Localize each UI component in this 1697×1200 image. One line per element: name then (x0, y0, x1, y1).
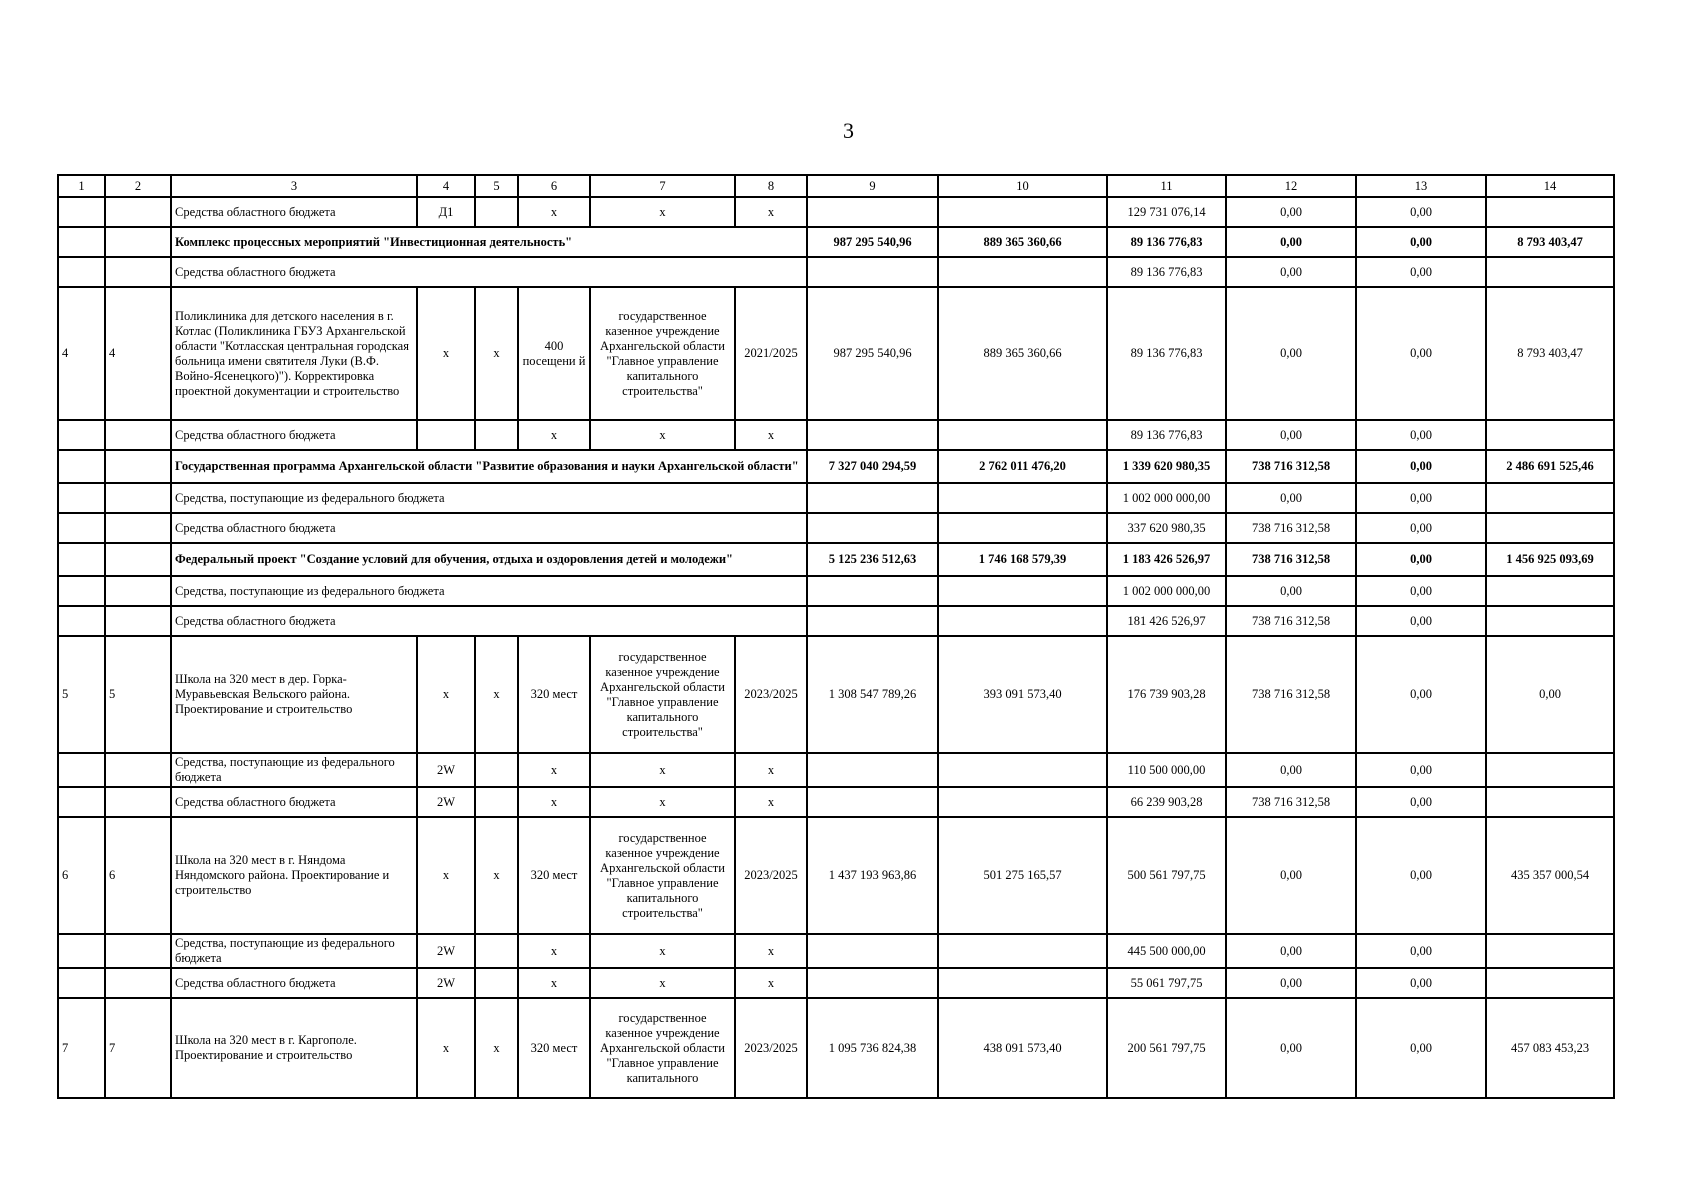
cell-c5: х (475, 998, 518, 1098)
cell-c12: 0,00 (1226, 998, 1356, 1098)
cell-c10 (938, 934, 1107, 968)
cell-c14: 0,00 (1486, 636, 1614, 753)
page-number: 3 (843, 118, 854, 143)
cell-c11: 181 426 526,97 (1107, 606, 1226, 636)
cell-c4: 2W (417, 968, 475, 998)
cell-c6: 320 мест (518, 636, 590, 753)
cell-c14 (1486, 257, 1614, 287)
cell-c13: 0,00 (1356, 998, 1486, 1098)
cell-c14 (1486, 934, 1614, 968)
cell-num2 (105, 576, 171, 606)
cell-c10: 889 365 360,66 (938, 227, 1107, 257)
table-row (58, 968, 1614, 998)
cell-c11: 200 561 797,75 (1107, 998, 1226, 1098)
cell-num (58, 450, 105, 483)
cell-c12: 0,00 (1226, 257, 1356, 287)
cell-c9: 1 437 193 963,86 (807, 817, 938, 934)
cell-num (58, 420, 105, 450)
cell-num2 (105, 257, 171, 287)
cell-c13: 0,00 (1356, 513, 1486, 543)
cell-c9 (807, 197, 938, 227)
cell-c8: х (735, 968, 807, 998)
cell-c13: 0,00 (1356, 934, 1486, 968)
cell-c10 (938, 606, 1107, 636)
table-row (58, 934, 1614, 968)
cell-num (58, 576, 105, 606)
cell-c12: 0,00 (1226, 817, 1356, 934)
column-header: 3 (171, 175, 417, 197)
cell-name: Средства, поступающие из федерального бюджета (171, 753, 417, 787)
cell-c11: 66 239 903,28 (1107, 787, 1226, 817)
cell-c5 (475, 934, 518, 968)
cell-c12: 738 716 312,58 (1226, 636, 1356, 753)
cell-c9: 987 295 540,96 (807, 227, 938, 257)
cell-c11: 110 500 000,00 (1107, 753, 1226, 787)
cell-c11: 89 136 776,83 (1107, 257, 1226, 287)
column-header: 2 (105, 175, 171, 197)
table-row (58, 450, 1614, 483)
cell-c10 (938, 197, 1107, 227)
cell-c12: 0,00 (1226, 753, 1356, 787)
column-header: 11 (1107, 175, 1226, 197)
cell-c7: х (590, 197, 735, 227)
row-number-2: 5 (105, 636, 171, 753)
cell-c13: 0,00 (1356, 636, 1486, 753)
row-number-2: 4 (105, 287, 171, 420)
column-header: 9 (807, 175, 938, 197)
cell-c5: х (475, 817, 518, 934)
cell-c8: 2023/2025 (735, 817, 807, 934)
cell-c6: 320 мест (518, 998, 590, 1098)
cell-c12: 0,00 (1226, 197, 1356, 227)
cell-c13: 0,00 (1356, 576, 1486, 606)
cell-c10 (938, 420, 1107, 450)
cell-num (58, 543, 105, 576)
cell-c8: х (735, 420, 807, 450)
cell-c9: 1 308 547 789,26 (807, 636, 938, 753)
cell-num2 (105, 420, 171, 450)
cell-c10: 889 365 360,66 (938, 287, 1107, 420)
cell-c4 (417, 420, 475, 450)
cell-num2 (105, 450, 171, 483)
cell-c12: 738 716 312,58 (1226, 543, 1356, 576)
cell-c14 (1486, 968, 1614, 998)
cell-num (58, 197, 105, 227)
cell-c14: 457 083 453,23 (1486, 998, 1614, 1098)
cell-c11: 176 739 903,28 (1107, 636, 1226, 753)
cell-c11: 129 731 076,14 (1107, 197, 1226, 227)
cell-c10: 2 762 011 476,20 (938, 450, 1107, 483)
cell-c12: 0,00 (1226, 968, 1356, 998)
cell-c9: 7 327 040 294,59 (807, 450, 938, 483)
row-number: 7 (58, 998, 105, 1098)
cell-c14 (1486, 753, 1614, 787)
cell-c7: х (590, 753, 735, 787)
cell-c12: 0,00 (1226, 227, 1356, 257)
table-row (58, 513, 1614, 543)
cell-c13: 0,00 (1356, 817, 1486, 934)
cell-name: Средства областного бюджета (171, 197, 417, 227)
table-row (58, 543, 1614, 576)
cell-c8: х (735, 197, 807, 227)
cell-c10 (938, 483, 1107, 513)
cell-c14 (1486, 513, 1614, 543)
cell-c8: 2021/2025 (735, 287, 807, 420)
column-header: 14 (1486, 175, 1614, 197)
cell-c13: 0,00 (1356, 257, 1486, 287)
column-header: 12 (1226, 175, 1356, 197)
table-row (58, 287, 1614, 420)
cell-c4: х (417, 636, 475, 753)
cell-c11: 89 136 776,83 (1107, 420, 1226, 450)
table-row (58, 197, 1614, 227)
cell-c11: 89 136 776,83 (1107, 227, 1226, 257)
cell-num2 (105, 934, 171, 968)
cell-c13: 0,00 (1356, 968, 1486, 998)
funding-source: Средства областного бюджета (171, 257, 807, 287)
table-row (58, 817, 1614, 934)
table-row (58, 998, 1614, 1098)
cell-c5 (475, 420, 518, 450)
cell-c5 (475, 787, 518, 817)
cell-c14 (1486, 483, 1614, 513)
cell-name: Средства областного бюджета (171, 968, 417, 998)
funding-source: Средства, поступающие из федерального бюджета (171, 483, 807, 513)
cell-c12: 0,00 (1226, 934, 1356, 968)
cell-c12: 738 716 312,58 (1226, 606, 1356, 636)
cell-c6: 320 мест (518, 817, 590, 934)
cell-num2 (105, 753, 171, 787)
cell-c4: 2W (417, 753, 475, 787)
cell-c11: 1 002 000 000,00 (1107, 576, 1226, 606)
table-row (58, 227, 1614, 257)
cell-c9 (807, 576, 938, 606)
cell-c12: 738 716 312,58 (1226, 787, 1356, 817)
cell-c14 (1486, 197, 1614, 227)
column-header: 10 (938, 175, 1107, 197)
cell-c11: 337 620 980,35 (1107, 513, 1226, 543)
cell-c13: 0,00 (1356, 787, 1486, 817)
cell-num2 (105, 968, 171, 998)
cell-c8: х (735, 934, 807, 968)
column-header: 8 (735, 175, 807, 197)
cell-c5 (475, 197, 518, 227)
cell-c13: 0,00 (1356, 753, 1486, 787)
cell-num2 (105, 543, 171, 576)
cell-num2 (105, 197, 171, 227)
cell-c13: 0,00 (1356, 450, 1486, 483)
table-row (58, 257, 1614, 287)
row-number: 4 (58, 287, 105, 420)
cell-c13: 0,00 (1356, 287, 1486, 420)
cell-c7: государственное казенное учреждение Архангельской области "Главное управление капитального (590, 998, 735, 1098)
cell-c13: 0,00 (1356, 420, 1486, 450)
cell-c14 (1486, 420, 1614, 450)
cell-c10: 438 091 573,40 (938, 998, 1107, 1098)
cell-c8: 2023/2025 (735, 636, 807, 753)
cell-c9: 1 095 736 824,38 (807, 998, 938, 1098)
cell-c4: 2W (417, 787, 475, 817)
cell-c12: 738 716 312,58 (1226, 513, 1356, 543)
cell-c12: 738 716 312,58 (1226, 450, 1356, 483)
funding-source: Средства, поступающие из федерального бюджета (171, 576, 807, 606)
cell-c12: 0,00 (1226, 576, 1356, 606)
cell-c6: х (518, 934, 590, 968)
cell-num (58, 483, 105, 513)
cell-c9 (807, 787, 938, 817)
funding-source: Средства областного бюджета (171, 606, 807, 636)
cell-c12: 0,00 (1226, 483, 1356, 513)
cell-c14 (1486, 576, 1614, 606)
cell-c13: 0,00 (1356, 606, 1486, 636)
object-name: Школа на 320 мест в г. Каргополе. Проектирование и строительство (171, 998, 417, 1098)
table-row (58, 787, 1614, 817)
cell-c5: х (475, 287, 518, 420)
table-row (58, 606, 1614, 636)
cell-c7: х (590, 934, 735, 968)
cell-c4: х (417, 817, 475, 934)
cell-c4: Д1 (417, 197, 475, 227)
table-row (58, 420, 1614, 450)
row-number-2: 6 (105, 817, 171, 934)
cell-c11: 55 061 797,75 (1107, 968, 1226, 998)
cell-c10 (938, 787, 1107, 817)
cell-c14: 8 793 403,47 (1486, 287, 1614, 420)
cell-num2 (105, 787, 171, 817)
section-title: Государственная программа Архангельской области "Развитие образования и науки Архангельской области" (171, 450, 807, 483)
cell-c10 (938, 513, 1107, 543)
cell-c6: х (518, 753, 590, 787)
cell-c13: 0,00 (1356, 543, 1486, 576)
cell-c9: 987 295 540,96 (807, 287, 938, 420)
cell-c14 (1486, 606, 1614, 636)
cell-name: Средства областного бюджета (171, 787, 417, 817)
row-number: 6 (58, 817, 105, 934)
cell-c11: 1 002 000 000,00 (1107, 483, 1226, 513)
cell-c7: государственное казенное учреждение Архангельской области "Главное управление капитального строительства" (590, 817, 735, 934)
cell-c8: х (735, 753, 807, 787)
cell-num (58, 257, 105, 287)
cell-c10: 393 091 573,40 (938, 636, 1107, 753)
object-name: Поликлиника для детского населения в г. Котлас (Поликлиника ГБУЗ Архангельской области "Котласская центральная городская больница имени святителя Луки (В.Ф. Войно-Ясенецкого)"). Корректировка проектной документации и строительство (171, 287, 417, 420)
cell-c10: 1 746 168 579,39 (938, 543, 1107, 576)
budget-table (57, 174, 1615, 1099)
cell-c5: х (475, 636, 518, 753)
cell-num2 (105, 513, 171, 543)
section-title: Федеральный проект "Создание условий для обучения, отдыха и оздоровления детей и молодежи" (171, 543, 807, 576)
cell-c13: 0,00 (1356, 483, 1486, 513)
cell-c9 (807, 606, 938, 636)
cell-c11: 445 500 000,00 (1107, 934, 1226, 968)
section-title: Комплекс процессных мероприятий "Инвестиционная деятельность" (171, 227, 807, 257)
column-header: 4 (417, 175, 475, 197)
cell-c6: х (518, 420, 590, 450)
cell-c5 (475, 753, 518, 787)
cell-c6: х (518, 968, 590, 998)
cell-c10 (938, 257, 1107, 287)
cell-c8: х (735, 787, 807, 817)
cell-c9: 5 125 236 512,63 (807, 543, 938, 576)
cell-c12: 0,00 (1226, 420, 1356, 450)
cell-num2 (105, 483, 171, 513)
cell-num2 (105, 227, 171, 257)
cell-c11: 89 136 776,83 (1107, 287, 1226, 420)
cell-c14: 1 456 925 093,69 (1486, 543, 1614, 576)
cell-num (58, 753, 105, 787)
cell-c14: 435 357 000,54 (1486, 817, 1614, 934)
table-row (58, 576, 1614, 606)
cell-c6: х (518, 197, 590, 227)
cell-c7: х (590, 968, 735, 998)
cell-num (58, 606, 105, 636)
table-row (58, 753, 1614, 787)
cell-c9 (807, 753, 938, 787)
cell-c9 (807, 513, 938, 543)
cell-num2 (105, 606, 171, 636)
cell-c10: 501 275 165,57 (938, 817, 1107, 934)
cell-c13: 0,00 (1356, 197, 1486, 227)
cell-c10 (938, 753, 1107, 787)
cell-c4: х (417, 998, 475, 1098)
header-row (58, 175, 1614, 197)
cell-c14: 2 486 691 525,46 (1486, 450, 1614, 483)
cell-c6: х (518, 787, 590, 817)
table-row (58, 636, 1614, 753)
cell-c12: 0,00 (1226, 287, 1356, 420)
cell-num (58, 934, 105, 968)
cell-c10 (938, 968, 1107, 998)
cell-c9 (807, 420, 938, 450)
cell-num (58, 513, 105, 543)
cell-c4: х (417, 287, 475, 420)
funding-source: Средства областного бюджета (171, 513, 807, 543)
cell-c7: государственное казенное учреждение Архангельской области "Главное управление капитального строительства" (590, 636, 735, 753)
column-header: 13 (1356, 175, 1486, 197)
cell-name: Средства, поступающие из федерального бюджета (171, 934, 417, 968)
cell-c11: 500 561 797,75 (1107, 817, 1226, 934)
object-name: Школа на 320 мест в дер. Горка-Муравьевская Вельского района. Проектирование и строительство (171, 636, 417, 753)
cell-c7: х (590, 787, 735, 817)
cell-c7: х (590, 420, 735, 450)
cell-num (58, 968, 105, 998)
column-header: 7 (590, 175, 735, 197)
column-header: 6 (518, 175, 590, 197)
cell-c9 (807, 968, 938, 998)
cell-c9 (807, 257, 938, 287)
cell-c11: 1 339 620 980,35 (1107, 450, 1226, 483)
cell-c9 (807, 934, 938, 968)
cell-c7: государственное казенное учреждение Архангельской области "Главное управление капитального строительства" (590, 287, 735, 420)
cell-name: Средства областного бюджета (171, 420, 417, 450)
cell-c6: 400 посещени й (518, 287, 590, 420)
cell-c4: 2W (417, 934, 475, 968)
cell-c8: 2023/2025 (735, 998, 807, 1098)
column-header: 5 (475, 175, 518, 197)
row-number: 5 (58, 636, 105, 753)
cell-c5 (475, 968, 518, 998)
cell-c9 (807, 483, 938, 513)
cell-num (58, 787, 105, 817)
object-name: Школа на 320 мест в г. Няндома Няндомского района. Проектирование и строительство (171, 817, 417, 934)
cell-c10 (938, 576, 1107, 606)
cell-c14 (1486, 787, 1614, 817)
cell-c14: 8 793 403,47 (1486, 227, 1614, 257)
cell-num (58, 227, 105, 257)
column-header: 1 (58, 175, 105, 197)
row-number-2: 7 (105, 998, 171, 1098)
table-row (58, 483, 1614, 513)
cell-c13: 0,00 (1356, 227, 1486, 257)
cell-c11: 1 183 426 526,97 (1107, 543, 1226, 576)
